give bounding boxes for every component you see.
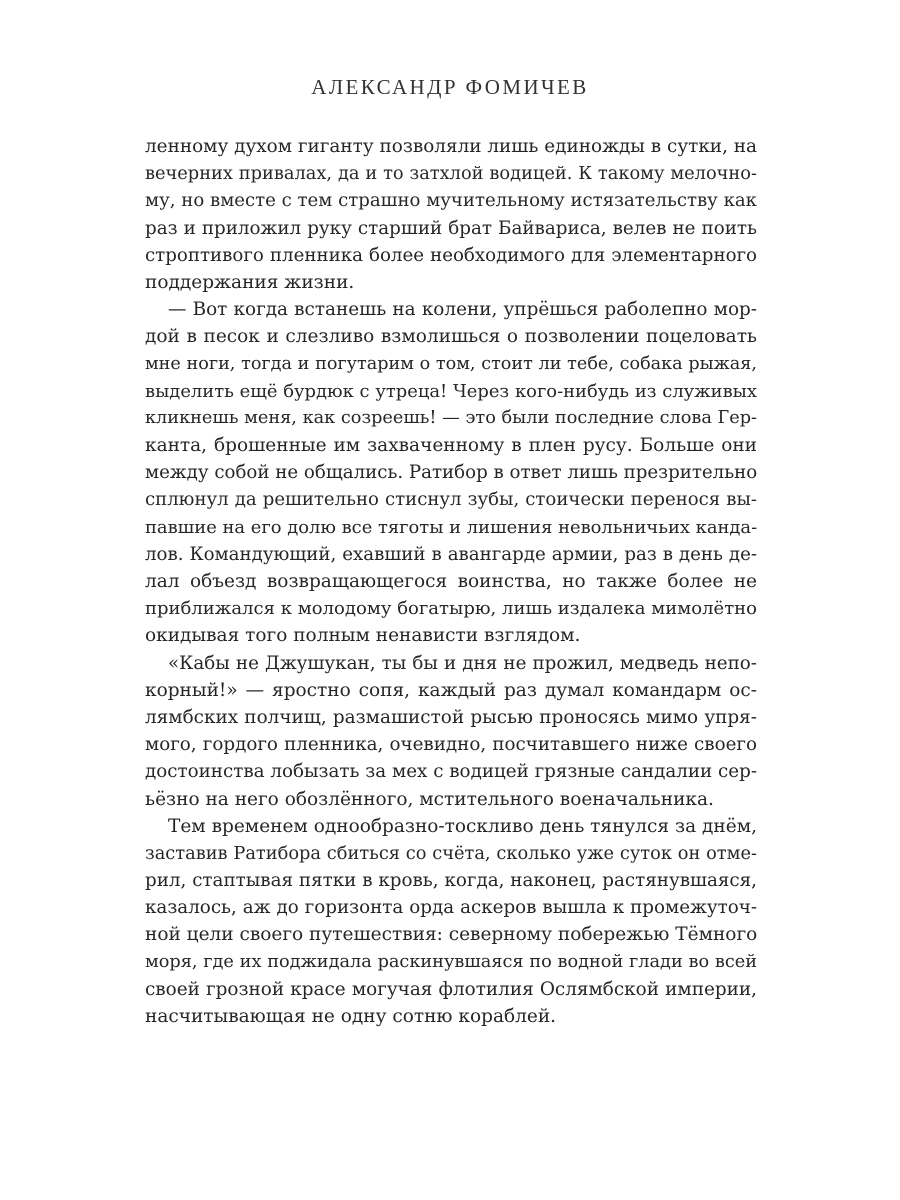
text-line: выделить ещё бурдюк с утреца! Через кого-нибудь из служивых [145,380,757,402]
text-line: лал объезд возвращающегося воинства, но также более не [145,571,757,592]
text-line: мого, гордого пленника, очевидно, посчитавшего ниже своего [145,734,757,756]
text-line: мне ноги, тогда и погутарим о том, стоит ли тебе, собака рыжая, [145,353,757,374]
text-line: раз и приложил руку старший брат Байвариса, велев не поить [145,217,757,239]
text-line: кликнешь меня, как созреешь! — это были последние слова Гер- [145,407,757,428]
text-line: павшие на его долю все тяготы и лишения невольничьих канда- [145,516,757,538]
text-line: лов. Командующий, ехавший в авангарде армии, раз в день де- [145,543,757,565]
text-line: канта, брошенные им захваченному в плен русу. Больше они [145,435,757,457]
text-line: своей грозной красе могучая флотилия Ослямбской империи, [145,978,757,1000]
text-line: приближался к молодому богатырю, лишь издалека мимолётно [145,598,757,620]
text-line: ьёзно на него обозлённого, мстительного военачальника. [145,788,714,810]
text-line: окидывая того полным ненависти взглядом. [145,625,581,647]
text-line: насчитывающая не одну сотню кораблей. [145,1006,557,1027]
paragraph-first-line: Тем временем однообразно-тоскливо день тянулся за днём, [168,815,757,837]
text-line: сплюнул да решительно стиснул зубы, стоически перенося вы- [145,489,757,511]
text-line: строптивого пленника более необходимого для элементарного [145,244,757,266]
text-line: вечерних привалах, да и то затхлой водицей. К такому мелочно- [145,163,757,185]
paragraph-first-line: «Кабы не Джушукан, ты бы и дня не прожил, медведь непо- [168,652,757,674]
text-line: рил, стаптывая пятки в кровь, когда, наконец, растянувшаяся, [145,870,757,892]
text-line: ленному духом гиганту позволяли лишь единожды в сутки, на [145,136,757,157]
body-text-column [145,133,757,1030]
paragraph-first-line: — Вот когда встанешь на колени, упрёшься раболепно мор- [168,299,757,321]
text-line: моря, где их поджидала раскинувшаяся по водной глади во всей [145,951,757,972]
text-line: му, но вместе с тем страшно мучительному истязательству как [145,190,757,212]
text-line: корный!» — яростно сопя, каждый раз думал командарм ос- [145,679,757,701]
text-line: между собой не общались. Ратибор в ответ лишь презрительно [145,462,757,484]
text-line: заставив Ратибора сбиться со счёта, сколько уже суток он отме- [145,842,757,864]
text-line: дой в песок и слезливо взмолишься о позволении поцеловать [145,326,757,348]
text-line: поддержания жизни. [145,271,355,293]
running-header-author: АЛЕКСАНДР ФОМИЧЕВ [311,75,589,99]
text-line: лямбских полчищ, размашистой рысью проносясь мимо упря- [145,706,757,728]
text-line: ной цели своего путешествия: северному побережью Тёмного [145,924,757,946]
text-line: достоинства лобызать за мех с водицей грязные сандалии сер- [145,761,757,783]
text-line: казалось, аж до горизонта орда аскеров вышла к промежуточ- [145,897,757,919]
